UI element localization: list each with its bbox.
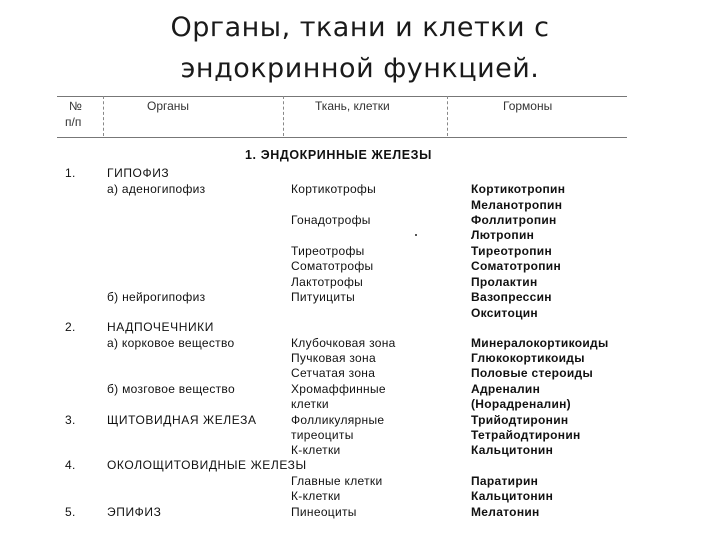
row-hormone: Лютропин	[471, 228, 535, 242]
header-hormone: Гормоны	[503, 99, 553, 113]
row-hormone: Фоллитропин	[471, 213, 557, 227]
row-tissue: клетки	[291, 397, 329, 411]
row-tissue: Питуициты	[291, 290, 356, 304]
scanned-table	[55, 92, 630, 522]
row-number: 3.	[65, 413, 76, 427]
row-organ: НАДПОЧЕЧНИКИ	[107, 320, 214, 334]
row-hormone: Пролактин	[471, 275, 538, 289]
row-organ: ЩИТОВИДНАЯ ЖЕЛЕЗА	[107, 413, 257, 427]
row-tissue: Тиреотрофы	[291, 244, 365, 258]
row-hormone: Половые стероиды	[471, 366, 594, 380]
row-organ: ЭПИФИЗ	[107, 505, 162, 519]
row-tissue: Соматотрофы	[291, 259, 374, 273]
row-hormone: Соматотропин	[471, 259, 561, 273]
row-tissue: тиреоциты	[291, 428, 354, 442]
row-tissue: Фолликулярные	[291, 413, 385, 427]
row-hormone: Кортикотропин	[471, 182, 566, 196]
row-tissue: К-клетки	[291, 489, 341, 503]
row-tissue: Лактотрофы	[291, 275, 364, 289]
row-tissue: Клубочковая зона	[291, 336, 396, 350]
row-number: 2.	[65, 320, 76, 334]
row-organ: а) аденогипофиз	[107, 182, 206, 196]
row-tissue: Кортикотрофы	[291, 182, 377, 196]
header-num-2: п/п	[65, 115, 82, 129]
row-organ: б) нейрогипофиз	[107, 290, 206, 304]
row-organ: ОКОЛОЩИТОВИДНЫЕ ЖЕЛЕЗЫ	[107, 458, 307, 472]
row-hormone: Минералокортикоиды	[471, 336, 609, 350]
row-organ: б) мозговое вещество	[107, 382, 235, 396]
row-hormone: Кальцитонин	[471, 489, 554, 503]
row-hormone: Меланотропин	[471, 198, 563, 212]
row-number: 5.	[65, 505, 76, 519]
row-tissue: Пинеоциты	[291, 505, 357, 519]
row-tissue: Главные клетки	[291, 474, 383, 488]
section-title: 1. ЭНДОКРИННЫЕ ЖЕЛЕЗЫ	[245, 148, 432, 162]
row-hormone: Тиреотропин	[471, 244, 552, 258]
page-title-line-1: Органы, ткани и клетки с	[170, 12, 550, 43]
page-title-line-2: эндокринной функцией.	[180, 53, 540, 84]
header-divider	[283, 96, 284, 136]
row-hormone: Трийодтиронин	[471, 413, 569, 427]
row-hormone: Тетрайодтиронин	[471, 428, 581, 442]
header-divider	[103, 96, 104, 136]
row-number: 4.	[65, 458, 76, 472]
row-tissue: Хромаффинные	[291, 382, 386, 396]
row-hormone: Кальцитонин	[471, 443, 554, 457]
row-organ: а) корковое вещество	[107, 336, 235, 350]
row-tissue: Сетчатая зона	[291, 366, 376, 380]
header-divider	[447, 96, 448, 136]
header-num: №	[69, 99, 82, 113]
row-hormone: Окситоцин	[471, 306, 538, 320]
row-hormone: Паратирин	[471, 474, 539, 488]
row-hormone: Адреналин	[471, 382, 541, 396]
row-tissue: Гонадотрофы	[291, 213, 371, 227]
row-tissue: Пучковая зона	[291, 351, 376, 365]
header-organ: Органы	[147, 99, 190, 113]
header-tissue: Ткань, клетки	[315, 99, 390, 113]
row-hormone: Мелатонин	[471, 505, 540, 519]
row-number: 1.	[65, 166, 76, 180]
row-tissue: К-клетки	[291, 443, 341, 457]
row-hormone: Вазопрессин	[471, 290, 552, 304]
row-hormone: (Норадреналин)	[471, 397, 571, 411]
row-hormone: Глюкокортикоиды	[471, 351, 585, 365]
row-organ: ГИПОФИЗ	[107, 166, 170, 180]
scan-speck	[415, 234, 417, 236]
